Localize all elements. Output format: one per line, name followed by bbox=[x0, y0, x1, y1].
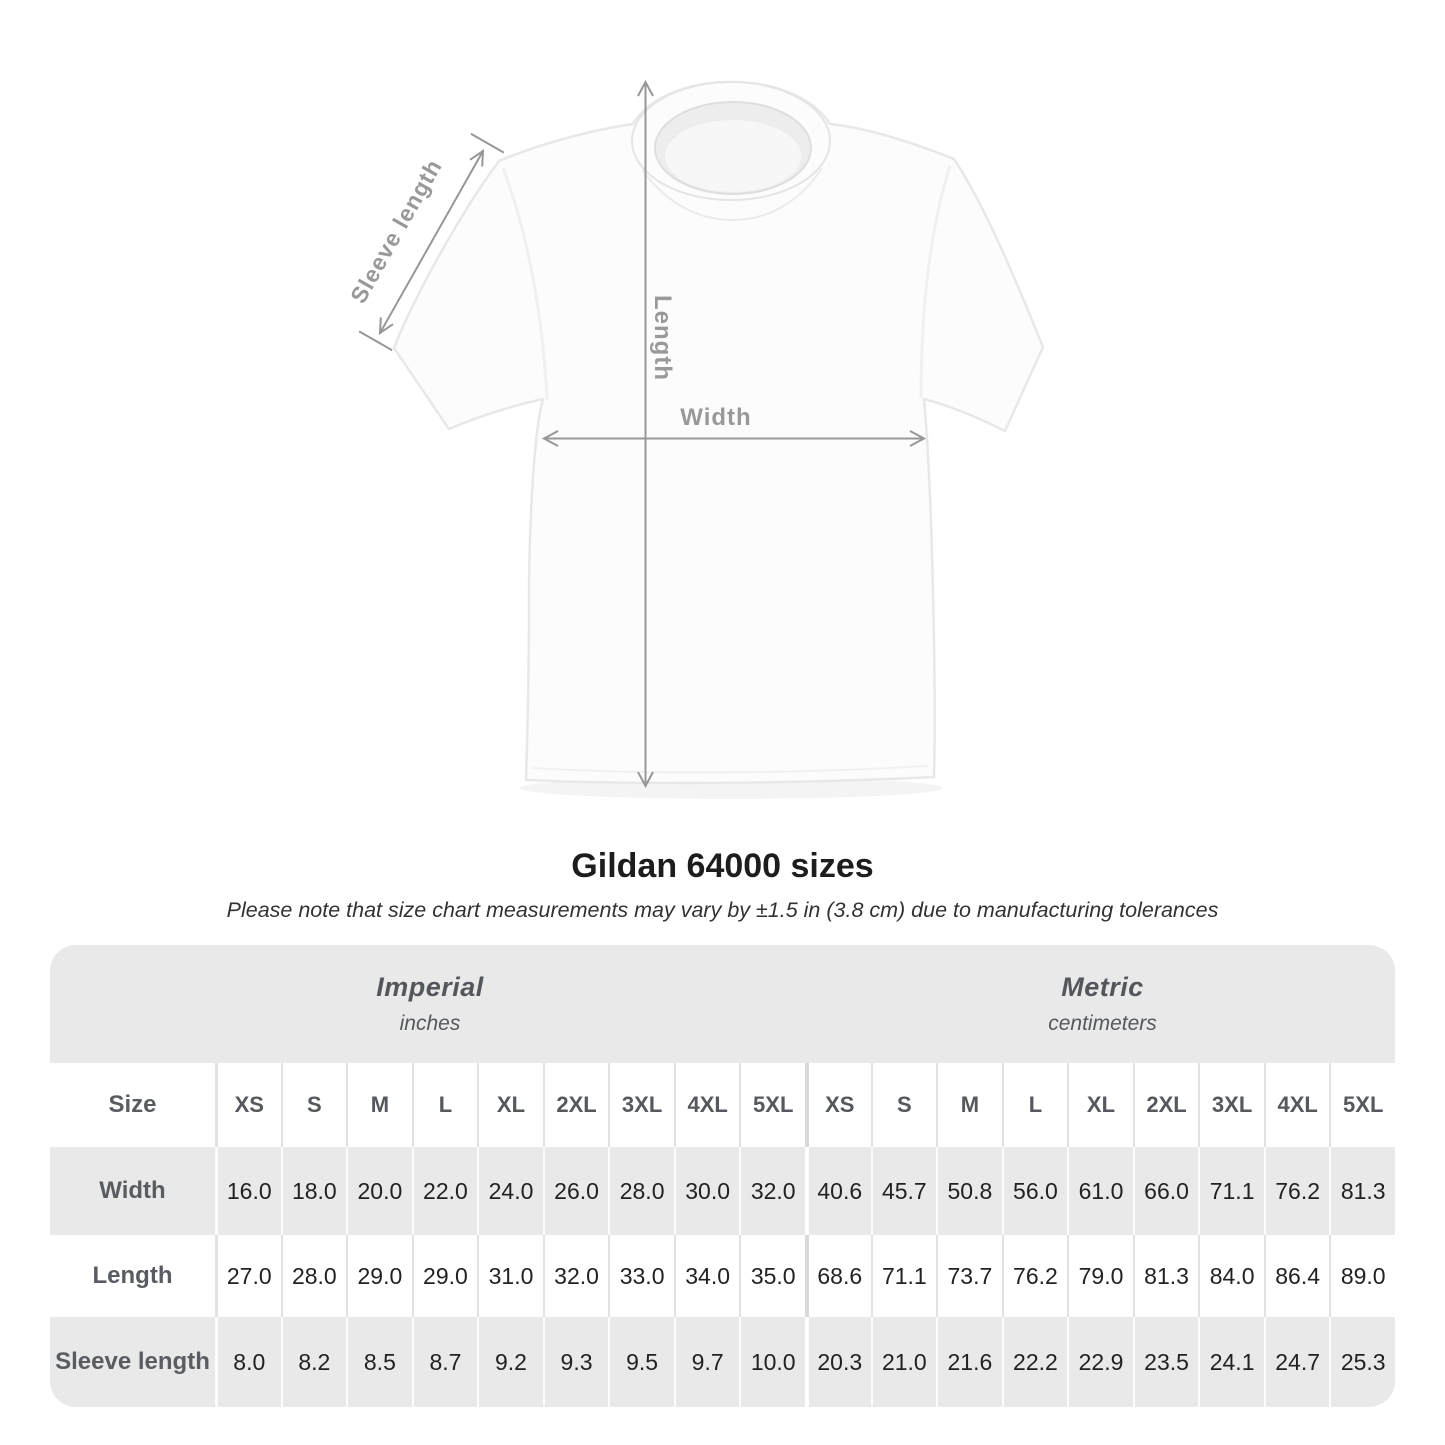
measurement-cell: 18.0 bbox=[281, 1147, 347, 1235]
size-header-cell: M bbox=[936, 1063, 1002, 1147]
measurement-cell: 73.7 bbox=[936, 1235, 1002, 1317]
size-header-cell: S bbox=[281, 1063, 347, 1147]
imperial-title: Imperial bbox=[376, 972, 484, 1002]
unit-header-band bbox=[50, 945, 1395, 1063]
measurement-cell: 76.2 bbox=[1264, 1147, 1330, 1235]
measurement-cell: 29.0 bbox=[412, 1235, 478, 1317]
measurement-cell: 9.2 bbox=[477, 1317, 543, 1407]
measurement-cell: 16.0 bbox=[215, 1147, 281, 1235]
size-header-cell: L bbox=[1002, 1063, 1068, 1147]
measurement-cell: 8.0 bbox=[215, 1317, 281, 1407]
measurement-cell: 35.0 bbox=[739, 1235, 805, 1317]
sleeve-tick-top bbox=[471, 134, 504, 153]
table-row bbox=[50, 1235, 1395, 1317]
measurement-cell: 25.3 bbox=[1329, 1317, 1395, 1407]
size-header-cell: S bbox=[871, 1063, 937, 1147]
measurement-cell: 21.0 bbox=[871, 1317, 937, 1407]
measurement-cell: 32.0 bbox=[543, 1235, 609, 1317]
measurement-cell: 76.2 bbox=[1002, 1235, 1068, 1317]
measurement-cell: 31.0 bbox=[477, 1235, 543, 1317]
measurement-cell: 84.0 bbox=[1198, 1235, 1264, 1317]
size-header-cell: XL bbox=[477, 1063, 543, 1147]
measurement-cell: 9.7 bbox=[674, 1317, 740, 1407]
measurement-cell: 81.3 bbox=[1329, 1147, 1395, 1235]
imperial-header bbox=[50, 945, 810, 1063]
imperial-unit: inches bbox=[399, 1012, 461, 1035]
measurement-cell: 68.6 bbox=[805, 1235, 871, 1317]
metric-header bbox=[810, 945, 1395, 1063]
measurement-cell: 20.3 bbox=[805, 1317, 871, 1407]
measurement-cell: 9.5 bbox=[608, 1317, 674, 1407]
table-row bbox=[50, 1147, 1395, 1235]
measurement-cell: 28.0 bbox=[281, 1235, 347, 1317]
measurement-cell: 24.0 bbox=[477, 1147, 543, 1235]
measurement-cell: 86.4 bbox=[1264, 1235, 1330, 1317]
metric-title: Metric bbox=[1061, 972, 1144, 1002]
size-header-cell: 2XL bbox=[1133, 1063, 1199, 1147]
measurement-cell: 40.6 bbox=[805, 1147, 871, 1235]
row-label: Sleeve length bbox=[55, 1348, 210, 1375]
measurement-cell: 20.0 bbox=[346, 1147, 412, 1235]
measurement-cell: 26.0 bbox=[543, 1147, 609, 1235]
sleeve-tick-bottom bbox=[359, 331, 392, 350]
measurement-cell: 10.0 bbox=[739, 1317, 805, 1407]
size-header-cell: 3XL bbox=[608, 1063, 674, 1147]
length-label: Length bbox=[649, 295, 676, 381]
table-row bbox=[50, 1317, 1395, 1407]
measurement-cell: 29.0 bbox=[346, 1235, 412, 1317]
table-body bbox=[50, 1063, 1395, 1407]
measurement-cell: 71.1 bbox=[1198, 1147, 1264, 1235]
measurement-cell: 9.3 bbox=[543, 1317, 609, 1407]
measurement-cell: 30.0 bbox=[674, 1147, 740, 1235]
measurement-cell: 34.0 bbox=[674, 1235, 740, 1317]
size-header-cell: 3XL bbox=[1198, 1063, 1264, 1147]
size-header-cell: 4XL bbox=[1264, 1063, 1330, 1147]
title-block bbox=[0, 848, 1445, 923]
measurement-cell: 8.5 bbox=[346, 1317, 412, 1407]
measurement-cell: 22.9 bbox=[1067, 1317, 1133, 1407]
measurement-cell: 8.2 bbox=[281, 1317, 347, 1407]
measurement-cell: 50.8 bbox=[936, 1147, 1002, 1235]
measurement-cell: 71.1 bbox=[871, 1235, 937, 1317]
size-header-cell: XS bbox=[215, 1063, 281, 1147]
size-header-cell: 4XL bbox=[674, 1063, 740, 1147]
measurement-cell: 28.0 bbox=[608, 1147, 674, 1235]
width-label: Width bbox=[680, 404, 752, 431]
size-header-cell: M bbox=[346, 1063, 412, 1147]
measurement-cell: 21.6 bbox=[936, 1317, 1002, 1407]
measurement-cell: 33.0 bbox=[608, 1235, 674, 1317]
page-title: Gildan 64000 sizes bbox=[571, 847, 874, 885]
measurement-cell: 81.3 bbox=[1133, 1235, 1199, 1317]
size-table bbox=[50, 945, 1395, 1407]
measurement-cell: 32.0 bbox=[739, 1147, 805, 1235]
measurement-cell: 24.7 bbox=[1264, 1317, 1330, 1407]
measurement-cell: 61.0 bbox=[1067, 1147, 1133, 1235]
size-header-cell: 2XL bbox=[543, 1063, 609, 1147]
table-row bbox=[50, 1063, 1395, 1147]
row-label: Width bbox=[99, 1177, 166, 1204]
measurement-cell: 23.5 bbox=[1133, 1317, 1199, 1407]
size-header-cell: L bbox=[412, 1063, 478, 1147]
measurement-cell: 89.0 bbox=[1329, 1235, 1395, 1317]
size-header-cell: 5XL bbox=[1329, 1063, 1395, 1147]
size-column-header: Size bbox=[108, 1091, 157, 1118]
size-header-cell: XL bbox=[1067, 1063, 1133, 1147]
measurement-cell: 22.2 bbox=[1002, 1317, 1068, 1407]
tolerance-note: Please note that size chart measurements may vary by ±1.5 in (3.8 cm) due to manufacturing tolerances bbox=[226, 898, 1219, 923]
measurement-cell: 66.0 bbox=[1133, 1147, 1199, 1235]
size-header-cell: 5XL bbox=[739, 1063, 805, 1147]
size-header-cell: XS bbox=[805, 1063, 871, 1147]
row-label: Length bbox=[92, 1262, 173, 1289]
measurement-cell: 79.0 bbox=[1067, 1235, 1133, 1317]
measurement-cell: 8.7 bbox=[412, 1317, 478, 1407]
measurement-cell: 22.0 bbox=[412, 1147, 478, 1235]
measurement-cell: 24.1 bbox=[1198, 1317, 1264, 1407]
collar-inner-back bbox=[665, 120, 801, 192]
sleeve-length-label: Sleeve length bbox=[345, 154, 448, 308]
measurement-cell: 45.7 bbox=[871, 1147, 937, 1235]
measurement-cell: 56.0 bbox=[1002, 1147, 1068, 1235]
metric-unit: centimeters bbox=[1048, 1012, 1157, 1035]
measurement-cell: 27.0 bbox=[215, 1235, 281, 1317]
